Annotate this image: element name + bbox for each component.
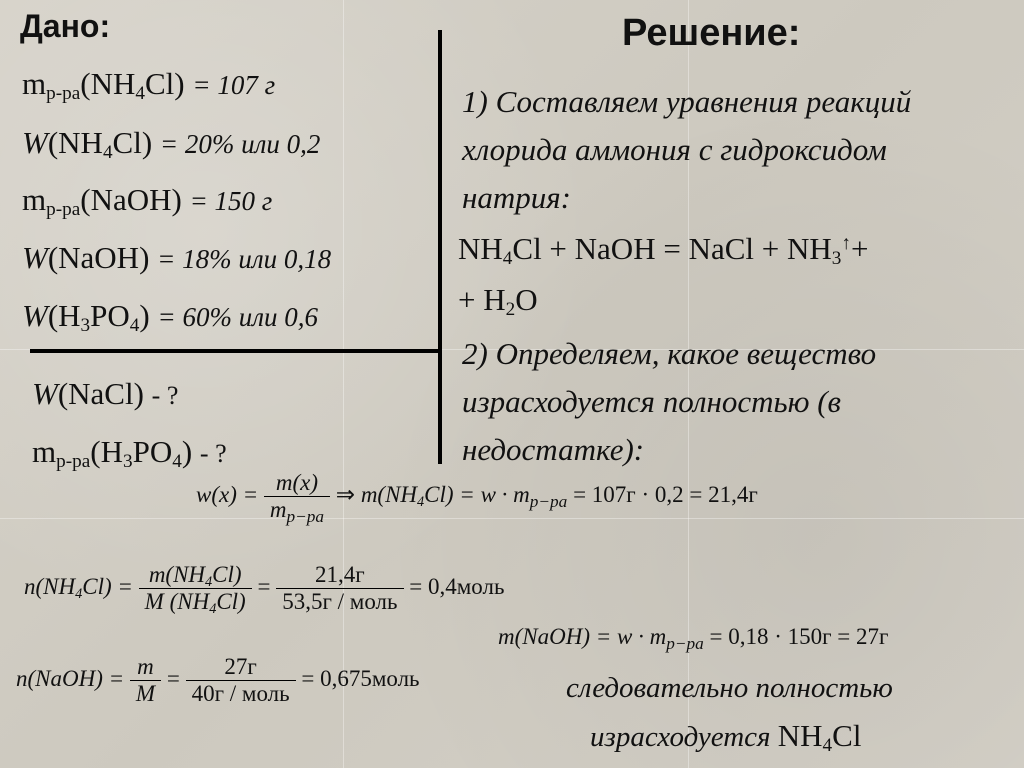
background-gridline <box>343 0 344 768</box>
equation-mass-naoh: m(NaOH) = $w \cdot m_{р-ра} = 0,18 \cdot 150г = 27г$ <box>498 624 889 653</box>
find-mass-h3po4: mр-ра(H3PO4) - ? <box>32 434 227 473</box>
solution-step2: 2) Определяем, какое вещество израсходуется полностью (в недостатке): <box>462 336 877 467</box>
given-line-w-h3po4: W(H3PO4) = 60% или 0,6 <box>22 298 318 337</box>
find-w-nacl: W(NaCl) - ? <box>32 376 179 411</box>
equation-moles-nh4cl: n(NH4Cl) = $\frac{m(NH4Cl)}{M (NH4Cl)}$ = $\frac{21,4г}{\text{53,5г / моль}}$ = 0,4моль <box>24 562 505 618</box>
given-line-mass-nh4cl: mр-ра(NH4Cl) = 107 г <box>22 66 276 105</box>
given-line-w-naoh: W(NaOH) = 18% или 0,18 <box>22 240 332 275</box>
conclusion-line2: израсходуется NH4Cl <box>590 718 862 757</box>
solution-step1: 1) Составляем уравнения реакций хлорида аммония с гидроксидом натрия: <box>462 84 912 215</box>
given-title: Дано: <box>20 8 111 44</box>
gas-arrow-icon: ↑ <box>841 233 851 255</box>
equation-moles-naoh: n(NaOH) = $\frac{m}{M}$ = $\frac{27г}{\text{40г / моль}}$ = 0,675моль <box>16 654 420 707</box>
given-line-w-nh4cl: W(NH4Cl) = 20% или 0,2 <box>22 125 321 164</box>
given-line-mass-naoh: mр-ра(NaOH) = 150 г <box>22 182 273 221</box>
conclusion-line1: следовательно полностью <box>566 672 893 704</box>
vertical-divider <box>438 30 442 464</box>
equation-mass-fraction: w(x) = $\frac{m(x)}{m_{р-ра}}$ ⇒ $m(NH4Cl) = w \cdot m_{р-ра} = 107г \cdot 0,2 = 21,4г$ <box>196 470 758 527</box>
solution-title: Решение: <box>622 12 801 54</box>
horizontal-divider <box>30 349 440 353</box>
reaction-equation: NH4Cl + NaOH = NaCl + NH3↑+ + H2O <box>458 231 869 321</box>
